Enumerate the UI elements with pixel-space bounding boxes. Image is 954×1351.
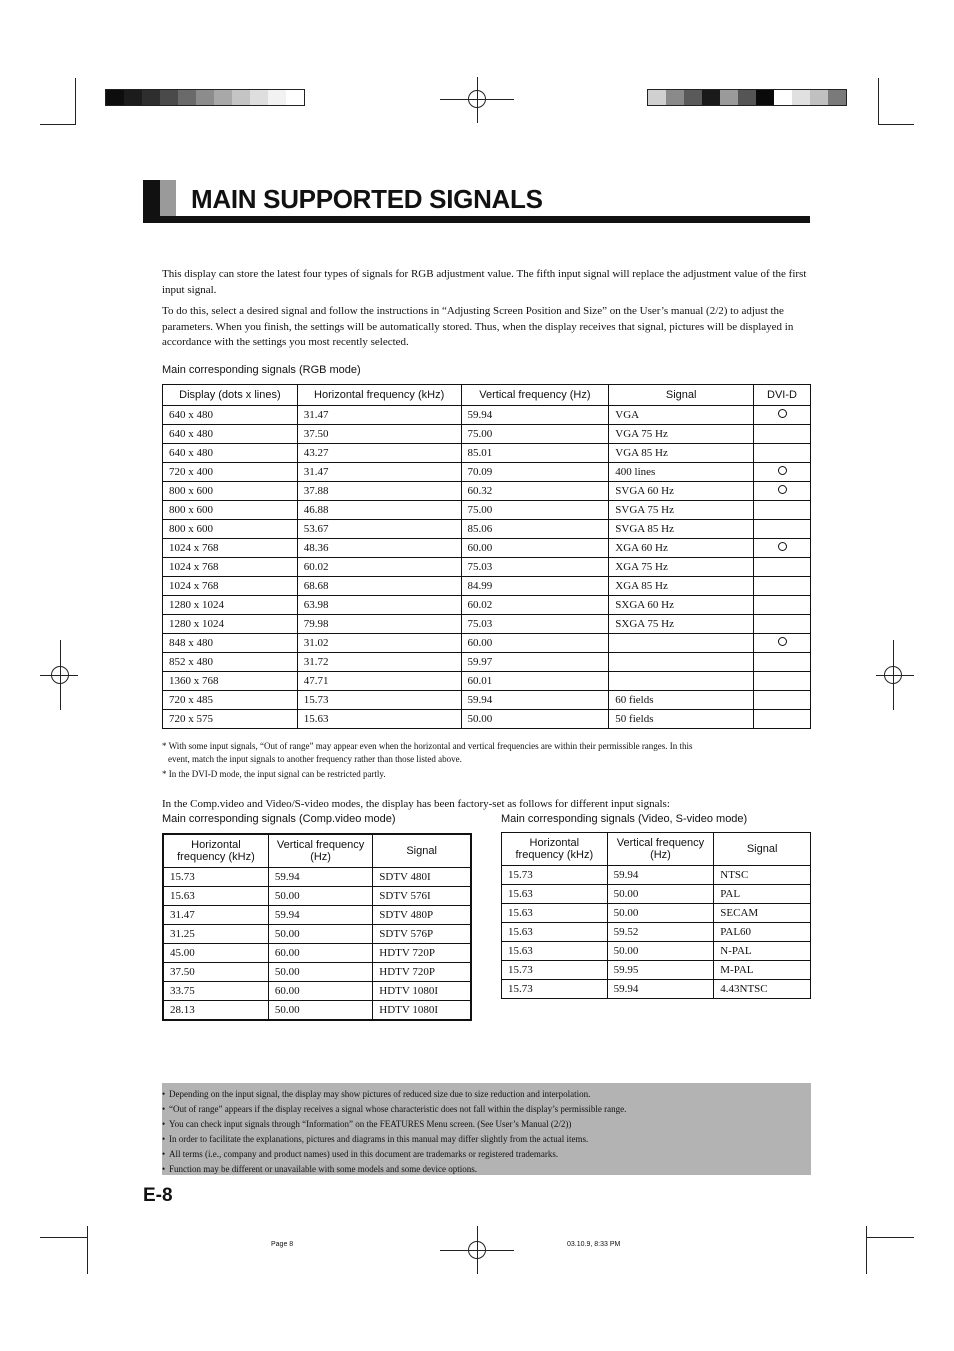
color-swatch: [720, 90, 738, 105]
table-row: [163, 406, 811, 425]
table-cell: 1024 x 768: [163, 558, 298, 577]
table-cell: 59.97: [461, 653, 609, 672]
table-cell: 1280 x 1024: [163, 615, 298, 634]
table-cell: N-PAL: [714, 942, 811, 961]
table-cell: 68.68: [297, 577, 461, 596]
color-swatch: [738, 90, 756, 105]
table-cell: 1360 x 768: [163, 672, 298, 691]
table-row: [502, 885, 811, 904]
table-cell: 720 x 400: [163, 463, 298, 482]
dvi-d-cell: [754, 406, 811, 425]
color-swatch: [648, 90, 666, 105]
table-cell: 79.98: [297, 615, 461, 634]
table-row: [163, 558, 811, 577]
table-row: [502, 923, 811, 942]
table-cell: 60 fields: [609, 691, 754, 710]
color-swatch: [268, 90, 286, 105]
dvi-d-cell: [754, 691, 811, 710]
color-bar-right: [647, 89, 847, 106]
dvi-d-cell: [754, 596, 811, 615]
table-cell: 31.02: [297, 634, 461, 653]
supported-circle-icon: [778, 485, 787, 494]
dvi-d-cell: [754, 520, 811, 539]
rgb-table-caption: Main corresponding signals (RGB mode): [162, 364, 361, 376]
table-row: [502, 866, 811, 885]
notes-box: [162, 1083, 811, 1175]
color-swatch: [142, 90, 160, 105]
table-cell: [609, 634, 754, 653]
table-cell: 50.00: [607, 904, 714, 923]
dvi-d-cell: [754, 425, 811, 444]
dvi-d-cell: [754, 634, 811, 653]
table-cell: SVGA 75 Hz: [609, 501, 754, 520]
svideo-table: [501, 832, 811, 999]
table-cell: 31.47: [297, 406, 461, 425]
table-cell: 75.03: [461, 558, 609, 577]
footnote-1-cont: event, match the input signals to another frequency rather than those listed above.: [168, 754, 462, 764]
table-cell: 31.72: [297, 653, 461, 672]
table-cell: 50.00: [607, 942, 714, 961]
dvi-d-cell: [754, 444, 811, 463]
table-cell: 60.01: [461, 672, 609, 691]
table-cell: 4.43NTSC: [714, 980, 811, 999]
table-cell: NTSC: [714, 866, 811, 885]
table-cell: SDTV 480I: [373, 868, 471, 887]
table-row: [163, 520, 811, 539]
table-row: [502, 942, 811, 961]
table-cell: PAL60: [714, 923, 811, 942]
color-swatch: [774, 90, 792, 105]
table-row: [502, 961, 811, 980]
table-cell: 31.47: [163, 906, 268, 925]
note-item: • All terms (i.e., company and product names) used in this document are trademarks or registered trademarks.: [162, 1147, 811, 1162]
column-header: Horizontal frequency (kHz): [502, 833, 608, 866]
table-cell: 85.06: [461, 520, 609, 539]
table-cell: 848 x 480: [163, 634, 298, 653]
color-swatch: [286, 90, 304, 105]
table-cell: 50.00: [268, 925, 372, 944]
color-swatch: [810, 90, 828, 105]
table-cell: 48.36: [297, 539, 461, 558]
table-cell: 640 x 480: [163, 406, 298, 425]
color-swatch: [214, 90, 232, 105]
table-cell: 15.73: [163, 868, 268, 887]
table-cell: XGA 60 Hz: [609, 539, 754, 558]
table-cell: SXGA 75 Hz: [609, 615, 754, 634]
supported-circle-icon: [778, 542, 787, 551]
table-cell: M-PAL: [714, 961, 811, 980]
table-cell: 59.94: [268, 906, 372, 925]
table-cell: 46.88: [297, 501, 461, 520]
table-cell: HDTV 1080I: [373, 982, 471, 1001]
column-header: Display (dots x lines): [163, 385, 298, 406]
note-item: • “Out of range” appears if the display receives a signal whose characteristic does not fall within the display’s permissible range.: [162, 1102, 811, 1117]
table-cell: 15.73: [502, 980, 608, 999]
table-cell: 640 x 480: [163, 444, 298, 463]
table-cell: 28.13: [163, 1001, 268, 1021]
table-cell: 800 x 600: [163, 520, 298, 539]
table-cell: SECAM: [714, 904, 811, 923]
table-cell: 45.00: [163, 944, 268, 963]
table-cell: 15.63: [502, 923, 608, 942]
dvi-d-cell: [754, 615, 811, 634]
color-swatch: [232, 90, 250, 105]
supported-circle-icon: [778, 409, 787, 418]
table-cell: 640 x 480: [163, 425, 298, 444]
table-row: [163, 944, 471, 963]
table-cell: XGA 85 Hz: [609, 577, 754, 596]
table-cell: 53.67: [297, 520, 461, 539]
table-cell: 1024 x 768: [163, 539, 298, 558]
note-item: • Function may be different or unavailable with some models and some device options.: [162, 1162, 811, 1177]
note-item: • In order to facilitate the explanations, pictures and diagrams in this manual may differ slightly from the actual items.: [162, 1132, 811, 1147]
dvi-d-cell: [754, 501, 811, 520]
table-cell: XGA 75 Hz: [609, 558, 754, 577]
color-swatch: [756, 90, 774, 105]
table-cell: 15.63: [502, 885, 608, 904]
table-row: [163, 615, 811, 634]
dvi-d-cell: [754, 672, 811, 691]
table-cell: 800 x 600: [163, 501, 298, 520]
table-cell: 59.94: [268, 868, 372, 887]
color-bar-left: [105, 89, 305, 106]
table-cell: 15.73: [502, 866, 608, 885]
supported-circle-icon: [778, 466, 787, 475]
table-cell: 1280 x 1024: [163, 596, 298, 615]
table-cell: 85.01: [461, 444, 609, 463]
title-accent-black: [143, 180, 160, 216]
table-row: [163, 501, 811, 520]
color-swatch: [106, 90, 124, 105]
table-cell: 59.52: [607, 923, 714, 942]
table-cell: 84.99: [461, 577, 609, 596]
table-cell: 60.00: [268, 944, 372, 963]
table-cell: 15.73: [297, 691, 461, 710]
table-cell: 50.00: [461, 710, 609, 729]
table-cell: 60.00: [461, 539, 609, 558]
column-header: Vertical frequency (Hz): [461, 385, 609, 406]
table-cell: 75.00: [461, 501, 609, 520]
table-cell: 37.50: [297, 425, 461, 444]
table-cell: 15.63: [163, 887, 268, 906]
intro-paragraph-2: To do this, select a desired signal and follow the instructions in “Adjusting Screen Position and Size” on the User’s manual (2/2) to adjust the parameters. When you finish, the settings will be automatically stored. Thus, when the display receives that signal, pictures will be displayed in accordance with the settings you most recently selected.: [162, 305, 794, 348]
table-cell: 63.98: [297, 596, 461, 615]
color-swatch: [250, 90, 268, 105]
table-row: [163, 463, 811, 482]
table-cell: VGA 85 Hz: [609, 444, 754, 463]
footnote-1: * With some input signals, “Out of range” may appear even when the horizontal and vertical frequencies are within their permissible ranges. In this: [162, 741, 693, 751]
table-row: [163, 925, 471, 944]
color-swatch: [828, 90, 846, 105]
table-row: [163, 444, 811, 463]
color-swatch: [124, 90, 142, 105]
color-swatch: [702, 90, 720, 105]
page-number: E-8: [143, 1185, 173, 1206]
table-cell: SDTV 576I: [373, 887, 471, 906]
dvi-d-cell: [754, 463, 811, 482]
title-accent-grey: [160, 180, 176, 216]
table-cell: HDTV 720P: [373, 944, 471, 963]
table-cell: SVGA 60 Hz: [609, 482, 754, 501]
table-row: [163, 868, 471, 887]
title-rule: [143, 216, 810, 223]
page-title: MAIN SUPPORTED SIGNALS: [191, 184, 543, 214]
column-header: Vertical frequency (Hz): [607, 833, 714, 866]
table-row: [163, 691, 811, 710]
comp-table-caption: Main corresponding signals (Comp.video mode): [162, 813, 396, 825]
table-cell: PAL: [714, 885, 811, 904]
table-cell: 50.00: [268, 1001, 372, 1021]
table-cell: 15.73: [502, 961, 608, 980]
intro-paragraph-1: This display can store the latest four types of signals for RGB adjustment value. The fifth input signal will replace the adjustment value of the first input signal.: [162, 268, 807, 296]
dvi-d-cell: [754, 558, 811, 577]
svideo-table-caption: Main corresponding signals (Video, S-video mode): [501, 813, 748, 825]
table-cell: 31.25: [163, 925, 268, 944]
dvi-d-cell: [754, 482, 811, 501]
table-row: [163, 982, 471, 1001]
supported-circle-icon: [778, 637, 787, 646]
table-cell: 47.71: [297, 672, 461, 691]
table-cell: 59.94: [607, 866, 714, 885]
footer-timestamp: 03.10.9, 8:33 PM: [567, 1241, 621, 1248]
table-cell: 59.95: [607, 961, 714, 980]
column-header: Signal: [373, 834, 471, 868]
table-cell: [609, 653, 754, 672]
table-cell: 43.27: [297, 444, 461, 463]
color-swatch: [160, 90, 178, 105]
table-cell: 60.00: [268, 982, 372, 1001]
table-cell: 60.02: [461, 596, 609, 615]
color-swatch: [666, 90, 684, 105]
table-row: [163, 710, 811, 729]
table-row: [163, 596, 811, 615]
dvi-d-cell: [754, 577, 811, 596]
table-cell: SDTV 480P: [373, 906, 471, 925]
column-header: Horizontal frequency (kHz): [163, 834, 268, 868]
table-row: [163, 887, 471, 906]
color-swatch: [178, 90, 196, 105]
table-cell: 50.00: [268, 963, 372, 982]
table-cell: 15.63: [502, 904, 608, 923]
table-cell: 720 x 575: [163, 710, 298, 729]
table-cell: 37.50: [163, 963, 268, 982]
table-cell: 50.00: [607, 885, 714, 904]
table-cell: 75.00: [461, 425, 609, 444]
table-row: [163, 653, 811, 672]
table-cell: 33.75: [163, 982, 268, 1001]
table-cell: 15.63: [297, 710, 461, 729]
table-cell: 60.32: [461, 482, 609, 501]
footnote-2: * In the DVI-D mode, the input signal can be restricted partly.: [162, 769, 386, 779]
column-header: DVI-D: [754, 385, 811, 406]
table-cell: SDTV 576P: [373, 925, 471, 944]
table-cell: 59.94: [607, 980, 714, 999]
table-cell: HDTV 720P: [373, 963, 471, 982]
video-intro: In the Comp.video and Video/S-video modes, the display has been factory-set as follows for different input signals:: [162, 798, 670, 810]
table-cell: 31.47: [297, 463, 461, 482]
table-cell: 852 x 480: [163, 653, 298, 672]
table-row: [163, 906, 471, 925]
color-swatch: [792, 90, 810, 105]
dvi-d-cell: [754, 710, 811, 729]
table-row: [163, 539, 811, 558]
dvi-d-cell: [754, 653, 811, 672]
page-title-block: [143, 180, 810, 224]
table-cell: HDTV 1080I: [373, 1001, 471, 1021]
table-row: [163, 963, 471, 982]
table-cell: SXGA 60 Hz: [609, 596, 754, 615]
note-item: • Depending on the input signal, the display may show pictures of reduced size due to size reduction and interpolation.: [162, 1087, 811, 1102]
color-swatch: [196, 90, 214, 105]
footer-page-label: Page 8: [271, 1241, 294, 1248]
table-cell: 1024 x 768: [163, 577, 298, 596]
column-header: Vertical frequency (Hz): [268, 834, 372, 868]
table-cell: 50 fields: [609, 710, 754, 729]
table-cell: 59.94: [461, 406, 609, 425]
table-row: [502, 980, 811, 999]
dvi-d-cell: [754, 539, 811, 558]
table-cell: [609, 672, 754, 691]
table-cell: 800 x 600: [163, 482, 298, 501]
rgb-signal-table: [162, 384, 811, 729]
column-header: Signal: [609, 385, 754, 406]
table-cell: 60.02: [297, 558, 461, 577]
table-cell: VGA: [609, 406, 754, 425]
table-row: [163, 672, 811, 691]
table-row: [163, 577, 811, 596]
column-header: Signal: [714, 833, 811, 866]
column-header: Horizontal frequency (kHz): [297, 385, 461, 406]
table-cell: 15.63: [502, 942, 608, 961]
table-cell: 70.09: [461, 463, 609, 482]
table-cell: VGA 75 Hz: [609, 425, 754, 444]
table-cell: 400 lines: [609, 463, 754, 482]
table-cell: 720 x 485: [163, 691, 298, 710]
color-swatch: [684, 90, 702, 105]
table-cell: 75.03: [461, 615, 609, 634]
table-row: [163, 634, 811, 653]
table-cell: SVGA 85 Hz: [609, 520, 754, 539]
table-cell: 37.88: [297, 482, 461, 501]
table-row: [502, 904, 811, 923]
table-cell: 60.00: [461, 634, 609, 653]
table-row: [163, 1001, 471, 1021]
table-row: [163, 482, 811, 501]
table-cell: 59.94: [461, 691, 609, 710]
table-row: [163, 425, 811, 444]
comp-video-table: [162, 833, 472, 1021]
table-cell: 50.00: [268, 887, 372, 906]
note-item: • You can check input signals through “Information” on the FEATURES Menu screen. (See User’s Manual (2/2)): [162, 1117, 811, 1132]
